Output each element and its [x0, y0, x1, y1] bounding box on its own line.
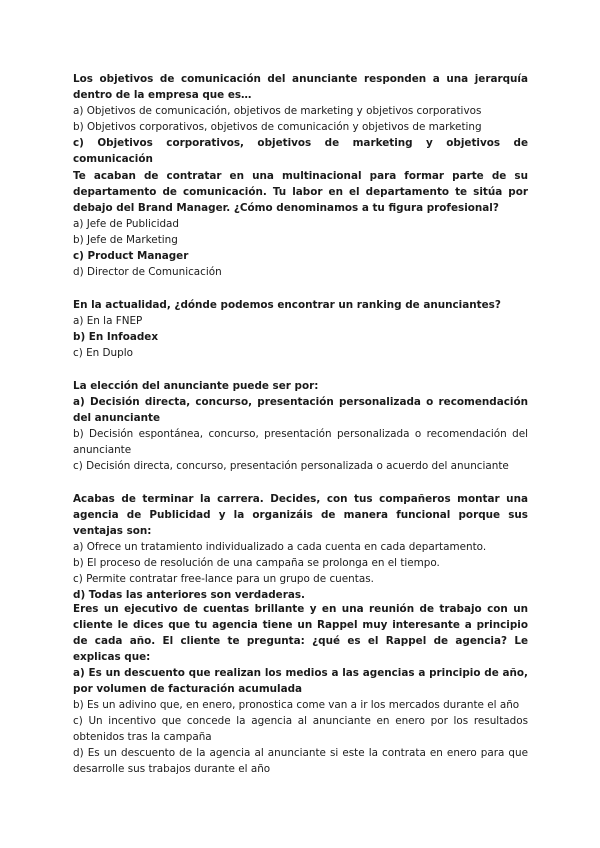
- answer-option: b) Jefe de Marketing: [73, 234, 178, 246]
- question-text: En la actualidad, ¿dónde podemos encontrar un ranking de anunciantes?: [73, 299, 501, 311]
- answer-option-correct: a) Es un descuento que realizan los medios a las agencias a principio de año, por volumen de facturación acumulada: [73, 667, 528, 695]
- answer-option: b) El proceso de resolución de una campaña se prolonga en el tiempo.: [73, 557, 440, 569]
- answer-option-correct: a) Decisión directa, concurso, presentación personalizada o recomendación del anunciante: [73, 396, 528, 424]
- answer-option: c) Decisión directa, concurso, presentación personalizada o acuerdo del anunciante: [73, 460, 509, 472]
- question-5: [73, 491, 528, 603]
- answer-option-correct: d) Todas las anteriores son verdaderas.: [73, 589, 305, 601]
- answer-option: c) Un incentivo que concede la agencia al anunciante en enero por los resultados obtenidos tras la campaña: [73, 715, 528, 743]
- answer-option: a) Jefe de Publicidad: [73, 218, 180, 230]
- question-2: [73, 168, 528, 280]
- answer-option-correct: c) Objetivos corporativos, objetivos de marketing y objetivos de comunicación: [73, 137, 528, 165]
- question-text: Acabas de terminar la carrera. Decides, con tus compañeros montar una agencia de Publicidad y la organizáis de manera funcional porque sus ventajas son:: [73, 493, 528, 537]
- answer-option: b) Decisión espontánea, concurso, presentación personalizada o recomendación del anunciante: [73, 428, 528, 456]
- question-text: Los objetivos de comunicación del anunciante responden a una jerarquía dentro de la empresa que es…: [73, 73, 528, 101]
- question-3: [73, 297, 528, 361]
- answer-option-correct: b) En Infoadex: [73, 331, 159, 343]
- question-6: [73, 601, 528, 777]
- answer-option: d) Director de Comunicación: [73, 266, 222, 278]
- question-text: Eres un ejecutivo de cuentas brillante y en una reunión de trabajo con un cliente le dices que tu agencia tiene un Rappel muy interesante a principio de cada año. El cliente te pregunta: ¿qué es el Rappel de agencia? Le explicas que:: [73, 603, 528, 663]
- answer-option: a) Ofrece un tratamiento individualizado a cada cuenta en cada departamento.: [73, 541, 487, 553]
- answer-option-correct: c) Product Manager: [73, 250, 189, 262]
- answer-option: d) Es un descuento de la agencia al anunciante si este la contrata en enero para que desarrolle sus trabajos durante el año: [73, 747, 528, 775]
- answer-option: c) Permite contratar free-lance para un grupo de cuentas.: [73, 573, 374, 585]
- question-text: Te acaban de contratar en una multinacional para formar parte de su departamento de comunicación. Tu labor en el departamento te sitúa por debajo del Brand Manager. ¿Cómo denominamos a tu figura profesional?: [73, 170, 528, 214]
- answer-option: b) Objetivos corporativos, objetivos de comunicación y objetivos de marketing: [73, 121, 482, 133]
- question-1: [73, 71, 528, 167]
- question-text: La elección del anunciante puede ser por:: [73, 380, 319, 392]
- answer-option: b) Es un adivino que, en enero, pronostica come van a ir los mercados durante el año: [73, 699, 520, 711]
- answer-option: a) Objetivos de comunicación, objetivos de marketing y objetivos corporativos: [73, 105, 482, 117]
- answer-option: c) En Duplo: [73, 347, 133, 359]
- answer-option: a) En la FNEP: [73, 315, 143, 327]
- question-4: [73, 378, 528, 474]
